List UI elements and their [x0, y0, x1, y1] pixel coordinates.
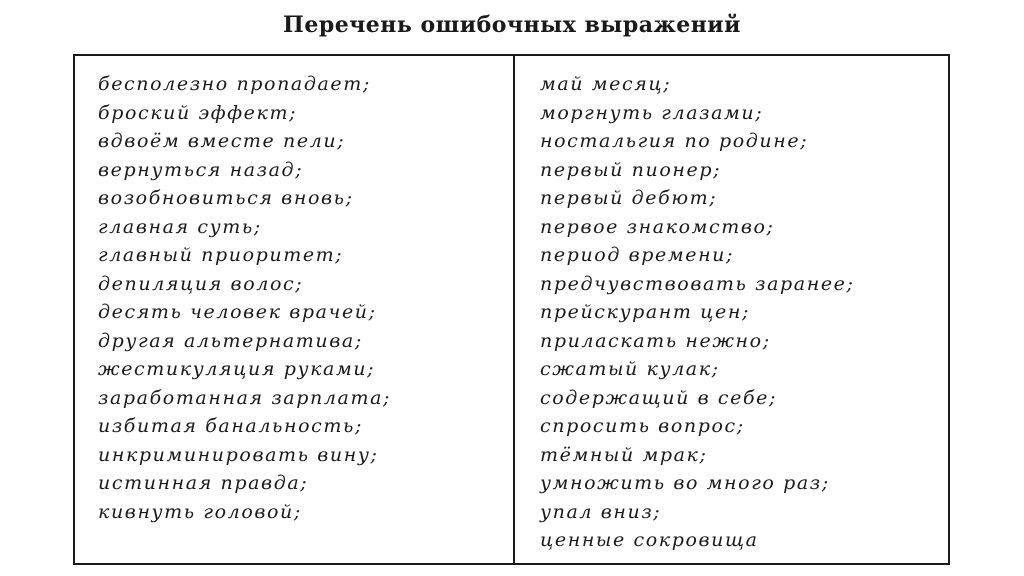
list-item: первое знакомство;	[540, 215, 775, 238]
list-item: другая альтернатива;	[98, 329, 363, 352]
list-item: сжатый кулак;	[540, 358, 720, 380]
list-item: главная суть;	[98, 215, 262, 238]
list-item: ностальгия по родине;	[540, 130, 809, 152]
list-item: жестикуляция руками;	[98, 358, 376, 380]
list-item: первый дебют;	[540, 187, 718, 209]
list-item: умножить во много раз;	[540, 472, 830, 494]
expressions-table	[73, 54, 950, 565]
list-item: содержащий в себе;	[540, 386, 778, 409]
list-item: возобновиться вновь;	[98, 187, 354, 209]
list-item: спросить вопрос;	[540, 415, 745, 437]
list-item: тёмный мрак;	[540, 443, 708, 466]
list-item: первый пионер;	[540, 158, 722, 181]
page-title: Перечень ошибочных выражений	[283, 12, 741, 38]
list-item: бесполезно пропадает;	[98, 73, 371, 95]
list-item: броский эффект;	[98, 101, 298, 124]
left-expression-list	[98, 70, 513, 526]
list-item: кивнуть головой;	[98, 500, 302, 523]
left-column	[75, 56, 515, 563]
list-item: вернуться назад;	[98, 158, 304, 181]
list-item: избитая банальность;	[98, 415, 363, 437]
list-item: вдвоём вместе пели;	[98, 130, 346, 152]
list-item: десять человек врачей;	[98, 301, 377, 323]
list-item: депиляция волос;	[98, 272, 304, 295]
list-item: период времени;	[540, 244, 735, 266]
right-expression-list	[540, 70, 948, 555]
list-item: главный приоритет;	[98, 244, 344, 266]
list-item: прейскурант цен;	[540, 301, 750, 323]
list-item: приласкать нежно;	[540, 329, 771, 352]
list-item: ценные сокровища	[540, 529, 759, 551]
list-item: моргнуть глазами;	[540, 101, 764, 124]
list-item: истинная правда;	[98, 472, 309, 494]
list-item: май месяц;	[540, 73, 672, 95]
list-item: заработанная зарплата;	[98, 386, 391, 409]
list-item: упал вниз;	[540, 500, 662, 523]
right-column	[515, 56, 948, 563]
list-item: предчувствовать заранее;	[540, 272, 855, 295]
list-item: инкриминировать вину;	[98, 443, 379, 466]
